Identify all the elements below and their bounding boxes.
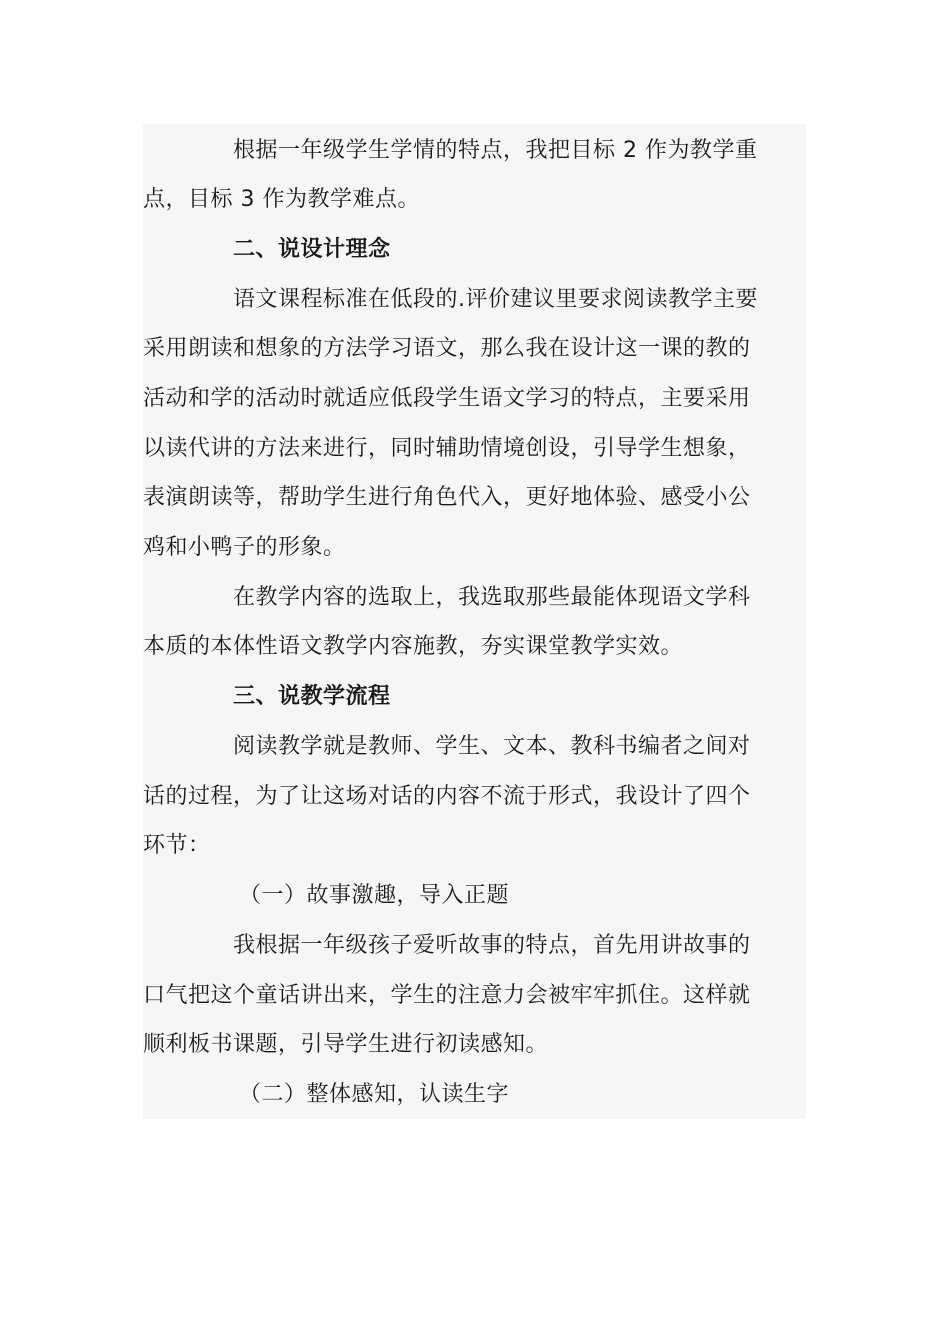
- paragraph-line: 以读代讲的方法来进行，同时辅助情境创设，引导学生想象，: [143, 436, 751, 461]
- paragraph-line: 口气把这个童话讲出来，学生的注意力会被牢牢抓住。这样就: [143, 983, 751, 1008]
- subsection-heading: （一）故事激趣，导入正题: [239, 883, 510, 908]
- section-heading: 二、说设计理念: [233, 237, 391, 262]
- paragraph-line: 本质的本体性语文教学内容施教，夯实课堂教学实效。: [143, 634, 684, 659]
- paragraph-line: 在教学内容的选取上，我选取那些最能体现语文学科: [233, 585, 751, 610]
- subsection-heading: （二）整体感知，认读生字: [239, 1082, 510, 1107]
- paragraph-line: 鸡和小鸭子的形象。: [143, 535, 346, 560]
- paragraph-line: 点，目标 3 作为教学难点。: [143, 187, 420, 212]
- section-heading: 三、说教学流程: [233, 684, 391, 709]
- paragraph-line: 话的过程，为了让这场对话的内容不流于形式，我设计了四个: [143, 784, 751, 809]
- paragraph-line: 我根据一年级孩子爱听故事的特点，首先用讲故事的: [233, 933, 751, 958]
- paragraph-line: 表演朗读等，帮助学生进行角色代入，更好地体验、感受小公: [143, 485, 751, 510]
- paragraph-line: 环节：: [143, 833, 211, 858]
- paragraph-line: 阅读教学就是教师、学生、文本、教科书编者之间对: [233, 734, 751, 759]
- paragraph-line: 活动和学的活动时就适应低段学生语文学习的特点，主要采用: [143, 386, 751, 411]
- paragraph-line: 采用朗读和想象的方法学习语文，那么我在设计这一课的教的: [143, 336, 751, 361]
- paragraph-line: 语文课程标准在低段的.评价建议里要求阅读教学主要: [233, 287, 758, 312]
- paragraph-line: 顺利板书课题，引导学生进行初读感知。: [143, 1032, 549, 1057]
- paragraph-line: 根据一年级学生学情的特点，我把目标 2 作为教学重: [233, 138, 758, 163]
- document-text-block: [143, 124, 806, 1119]
